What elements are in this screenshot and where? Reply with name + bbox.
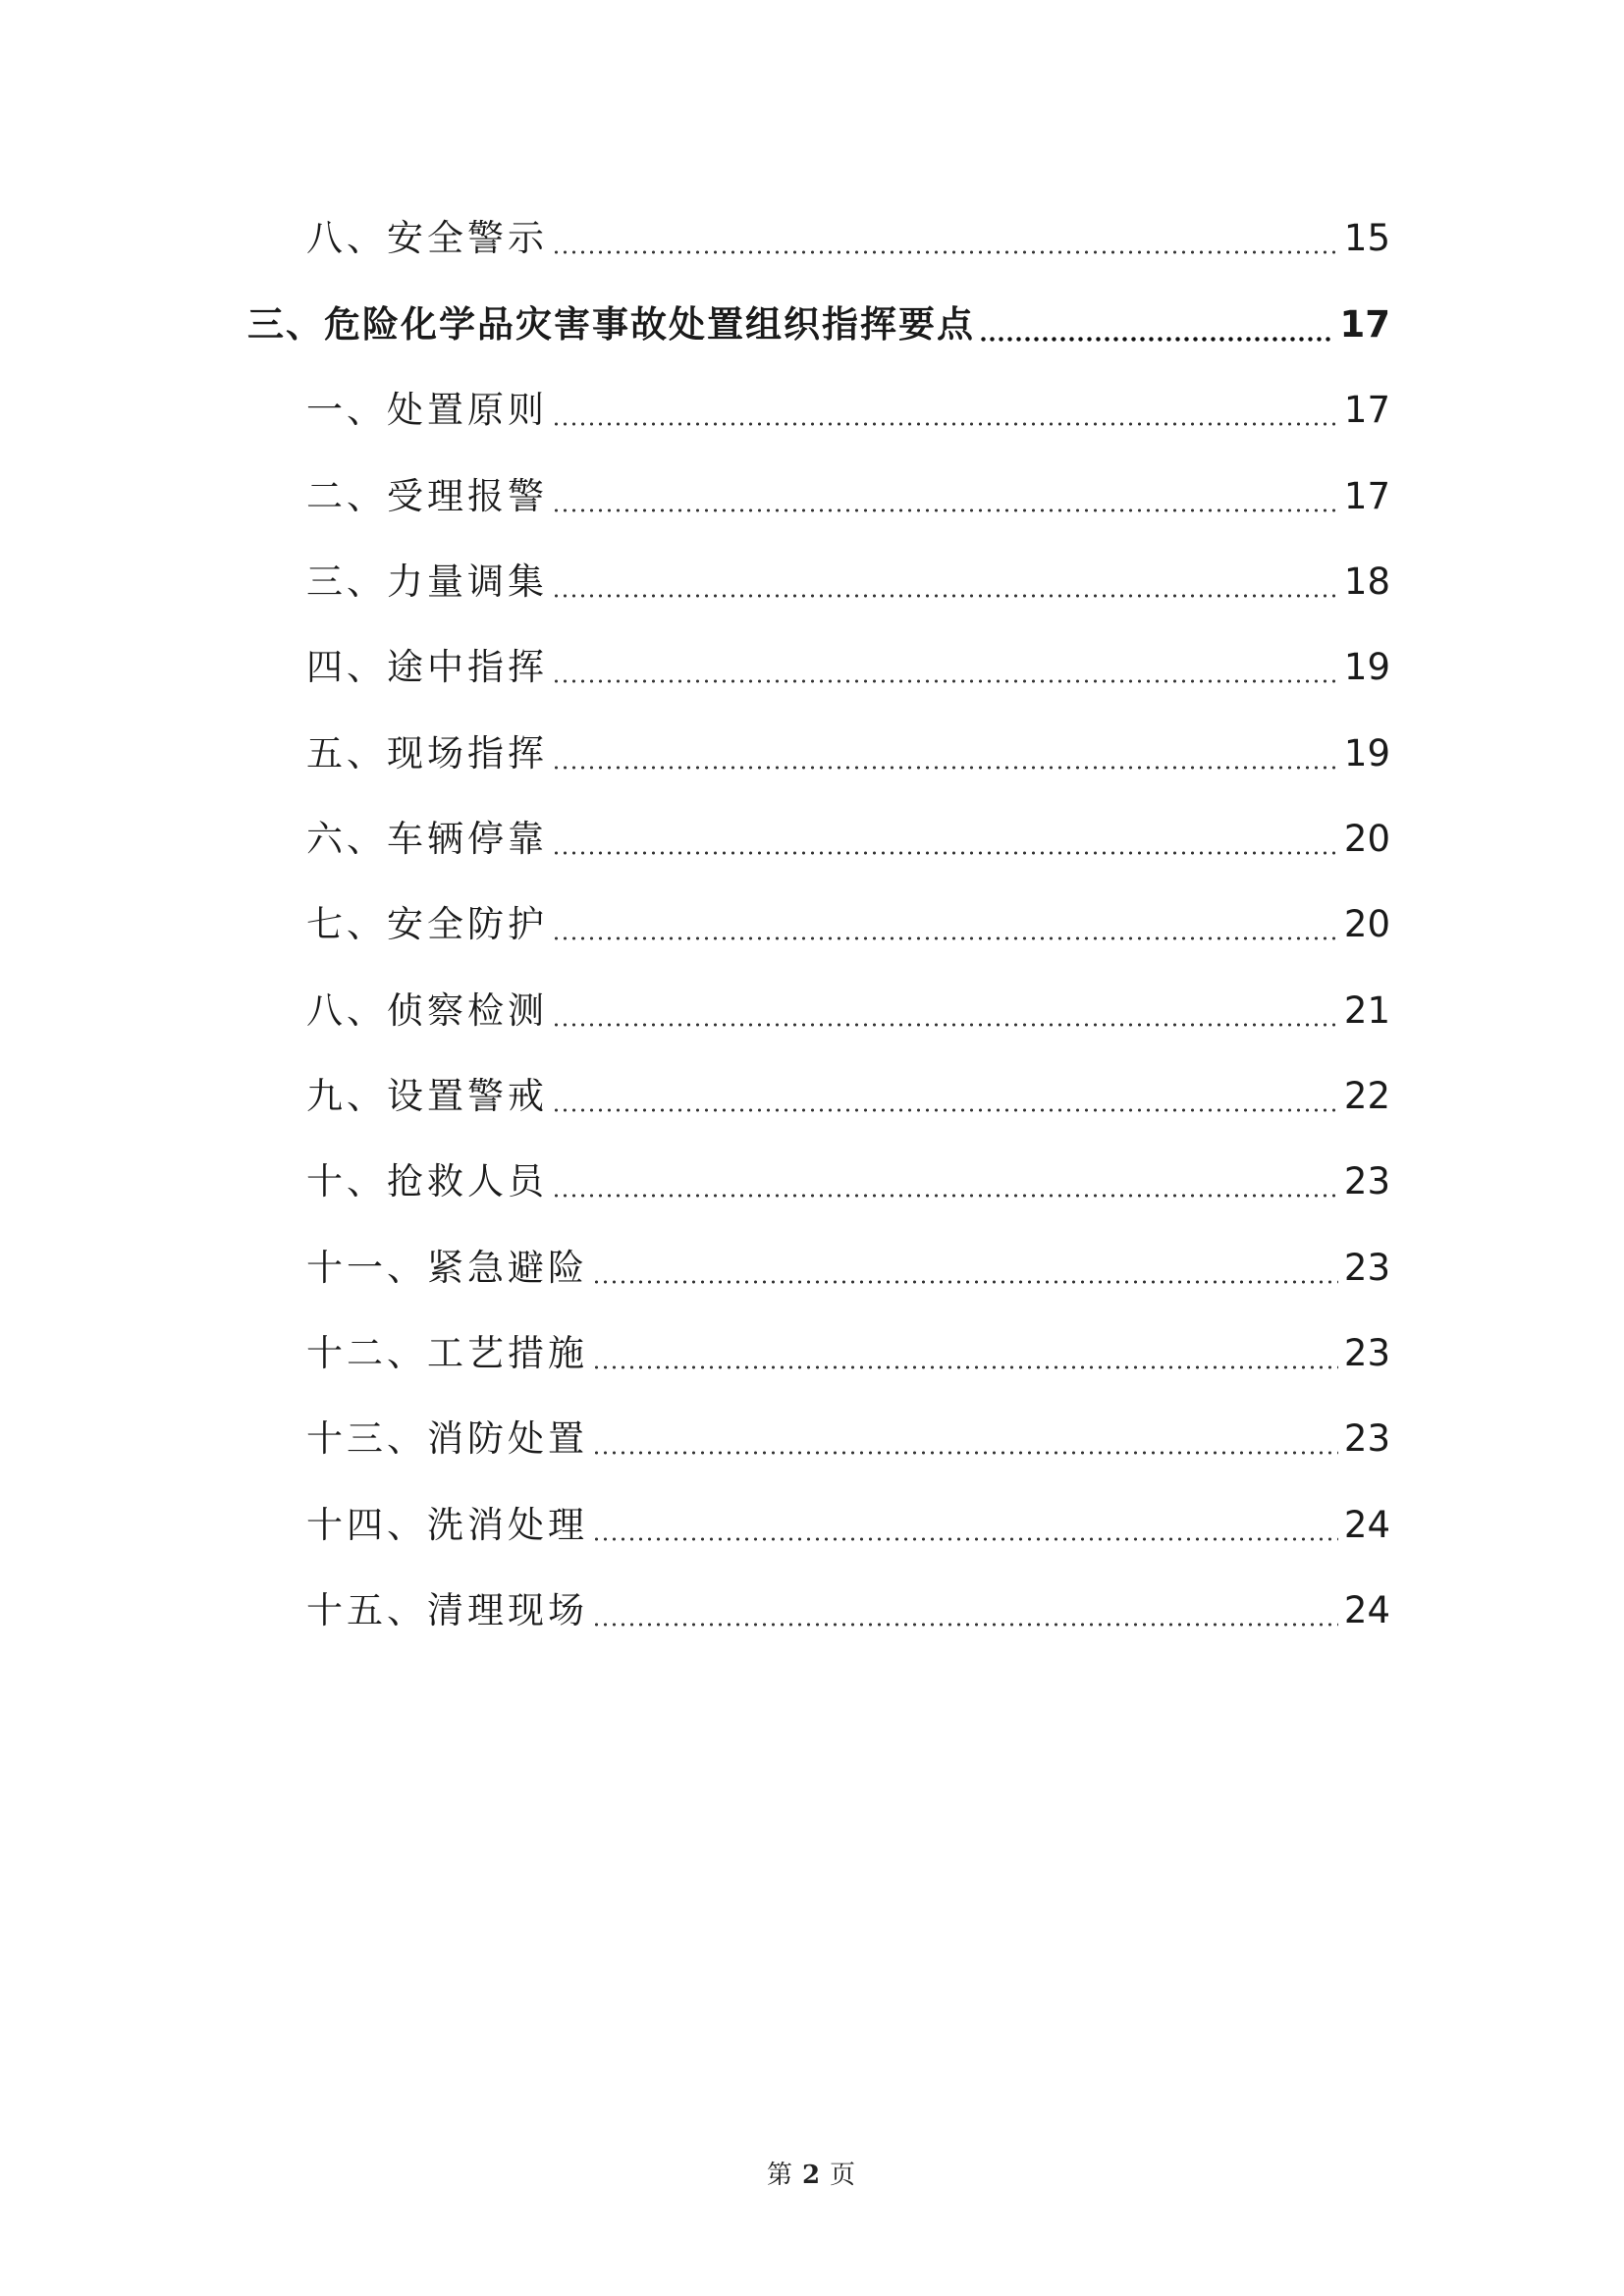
toc-entry-title: 五、现场指挥 [306, 732, 548, 774]
toc-page-number: 17 [1343, 389, 1390, 431]
toc-entry[interactable] [306, 895, 1390, 954]
toc-entry[interactable] [306, 1410, 1390, 1468]
toc-entry-title: 八、侦察检测 [306, 989, 548, 1032]
toc-page-number: 23 [1343, 1247, 1390, 1289]
toc-entry[interactable] [306, 1324, 1390, 1383]
toc-entry[interactable] [306, 638, 1390, 697]
toc-entry[interactable] [306, 381, 1390, 440]
toc-entry-title: 三、力量调集 [306, 561, 548, 603]
toc-dot-leader [979, 337, 1334, 342]
toc-dot-leader [552, 250, 1338, 254]
toc-dot-leader [592, 1365, 1338, 1369]
footer-prefix: 第 [766, 2161, 794, 2190]
toc-page-number: 21 [1343, 989, 1390, 1032]
toc-page-number: 17 [1339, 303, 1390, 346]
toc-page-number: 15 [1343, 217, 1390, 259]
toc-entry[interactable] [306, 1152, 1390, 1211]
toc-entry-title: 三、危险化学品灾害事故处置组织指挥要点 [247, 303, 975, 346]
toc-page-number: 17 [1343, 475, 1390, 517]
toc-entry-section[interactable] [247, 295, 1390, 354]
footer-suffix: 页 [830, 2161, 858, 2190]
toc-page-number: 23 [1343, 1160, 1390, 1202]
toc-entry-title: 十、抢救人员 [306, 1160, 548, 1202]
toc-page-number: 22 [1343, 1075, 1390, 1117]
toc-entry-title: 七、安全防护 [306, 903, 548, 945]
toc-entry-title: 四、途中指挥 [306, 646, 548, 688]
toc-dot-leader [592, 1537, 1338, 1541]
toc-page-number: 19 [1343, 646, 1390, 688]
toc-entry[interactable] [306, 1239, 1390, 1298]
toc-page-number: 19 [1343, 732, 1390, 774]
toc-entry-title: 一、处置原则 [306, 389, 548, 431]
toc-page-number: 23 [1343, 1332, 1390, 1374]
toc-page-number: 20 [1343, 818, 1390, 860]
toc-entry[interactable] [306, 982, 1390, 1041]
toc-dot-leader [552, 508, 1338, 512]
toc-entry[interactable] [306, 467, 1390, 526]
toc-entry-title: 八、安全警示 [306, 217, 548, 259]
toc-entry[interactable] [306, 724, 1390, 783]
toc-dot-leader [592, 1623, 1338, 1627]
toc-dot-leader [552, 594, 1338, 598]
toc-entry-title: 九、设置警戒 [306, 1075, 548, 1117]
toc-page-number: 18 [1343, 561, 1390, 603]
toc-entry-title: 十一、紧急避险 [306, 1247, 588, 1289]
toc-entry-title: 十四、洗消处理 [306, 1504, 588, 1546]
toc-dot-leader [552, 422, 1338, 426]
toc-dot-leader [552, 851, 1338, 855]
toc-entry[interactable] [306, 1496, 1390, 1555]
toc-dot-leader [552, 1108, 1338, 1112]
toc-entry[interactable] [306, 1581, 1390, 1640]
toc-dot-leader [592, 1451, 1338, 1455]
toc-entry[interactable] [306, 209, 1390, 268]
footer-page-number: 2 [801, 2161, 823, 2190]
toc-entry-title: 六、车辆停靠 [306, 818, 548, 860]
toc-entry[interactable] [306, 810, 1390, 869]
toc-entry[interactable] [306, 1067, 1390, 1126]
toc-dot-leader [552, 1194, 1338, 1198]
toc-dot-leader [552, 936, 1338, 940]
toc-entry-title: 二、受理报警 [306, 475, 548, 517]
toc-dot-leader [592, 1280, 1338, 1284]
page-footer [0, 2155, 1624, 2191]
toc-page-number: 20 [1343, 903, 1390, 945]
toc-dot-leader [552, 1023, 1338, 1027]
toc-entry-title: 十五、清理现场 [306, 1589, 588, 1631]
toc-entry-title: 十二、工艺措施 [306, 1332, 588, 1374]
toc-dot-leader [552, 679, 1338, 683]
toc-page-number: 24 [1343, 1504, 1390, 1546]
toc-entry-title: 十三、消防处置 [306, 1417, 588, 1460]
toc-page-number: 24 [1343, 1589, 1390, 1631]
toc-page-number: 23 [1343, 1417, 1390, 1460]
toc-dot-leader [552, 766, 1338, 770]
toc-entry[interactable] [306, 553, 1390, 612]
